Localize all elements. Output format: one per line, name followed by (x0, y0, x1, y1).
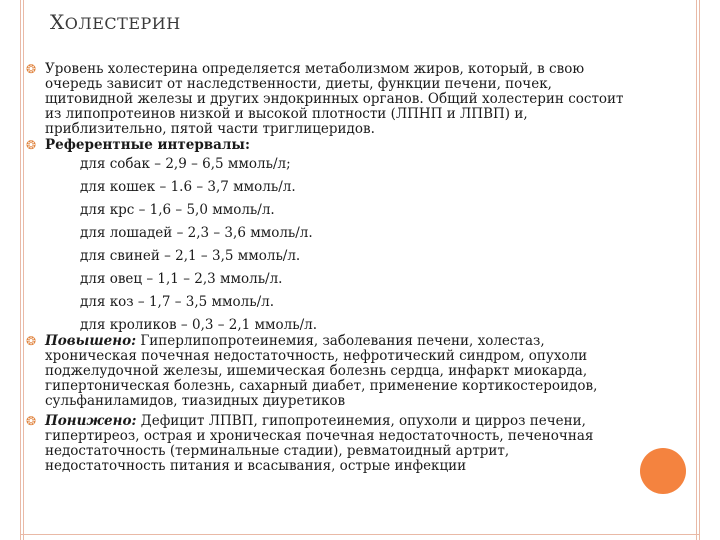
bullet-decreased (26, 414, 628, 474)
slide-title (50, 10, 181, 34)
bullet-icon: ❂ (26, 138, 37, 152)
increased-text: Гиперлипопротеинемия, заболевания печени, холестаз, хроническая почечная недостаточность, нефротический синдром, опухоли поджелудочной железы, ишемическая болезнь сердца, инфаркт миокарда, гипертоническая болезнь, сахарный диабет, применение кортикостероидов, сульфаниламидов, тиазидных диуретиков (45, 333, 598, 409)
bullet-icon: ❂ (26, 414, 37, 428)
reference-line: для кошек – 1.6 – 3,7 ммоль/л. (80, 179, 296, 195)
frame-left-outer (20, 0, 21, 540)
reference-line: для крс – 1,6 – 5,0 ммоль/л. (80, 202, 275, 218)
reference-line: для лошадей – 2,3 – 3,6 ммоль/л. (80, 225, 313, 241)
frame-bottom (20, 534, 700, 535)
reference-line: для свиней – 2,1 – 3,5 ммоль/л. (80, 248, 301, 264)
reference-line: для овец – 1,1 – 2,3 ммоль/л. (80, 271, 283, 287)
reference-line: для собак – 2,9 – 6,5 ммоль/л; (80, 156, 291, 172)
decorative-circle (640, 448, 686, 494)
frame-right-outer (699, 0, 700, 540)
frame-right-inner (696, 0, 697, 540)
reference-heading: Референтные интервалы: (45, 137, 250, 153)
title-initial: Х (50, 10, 65, 34)
reference-list (26, 153, 628, 337)
frame-left-inner (23, 0, 24, 540)
decreased-text: Дефицит ЛПВП, гипопротеинемия, опухоли и цирроз печени, гипертиреоз, острая и хроническая почечная недостаточность, печеночная недостаточность (терминальные стадии), ревматоидный артрит, недостаточность питания и всасывания, острые инфекции (45, 413, 594, 474)
bullet-reference (26, 138, 628, 153)
reference-line: для кроликов – 0,3 – 2,1 ммоль/л. (80, 317, 318, 333)
slide-content (26, 62, 628, 474)
bullet-icon: ❂ (26, 62, 37, 76)
reference-line: для коз – 1,7 – 3,5 ммоль/л. (80, 294, 274, 310)
title-rest: ОЛЕСТЕРИН (64, 14, 181, 33)
bullet-description (26, 62, 628, 137)
bullet-increased (26, 334, 628, 409)
bullet-icon: ❂ (26, 334, 37, 348)
decreased-label: Понижено: (45, 413, 137, 429)
description-text: Уровень холестерина определяется метаболизмом жиров, который, в свою очередь зависит от наследственности, диеты, функции печени, почек, щитовидной железы и других эндокринных органов. Общий холестерин состоит из липопротеинов низкой и высокой плотности (ЛПНП и ЛПВП) и, приблизительно, пятой части триглицеридов. (45, 61, 624, 137)
increased-label: Повышено: (45, 333, 137, 349)
